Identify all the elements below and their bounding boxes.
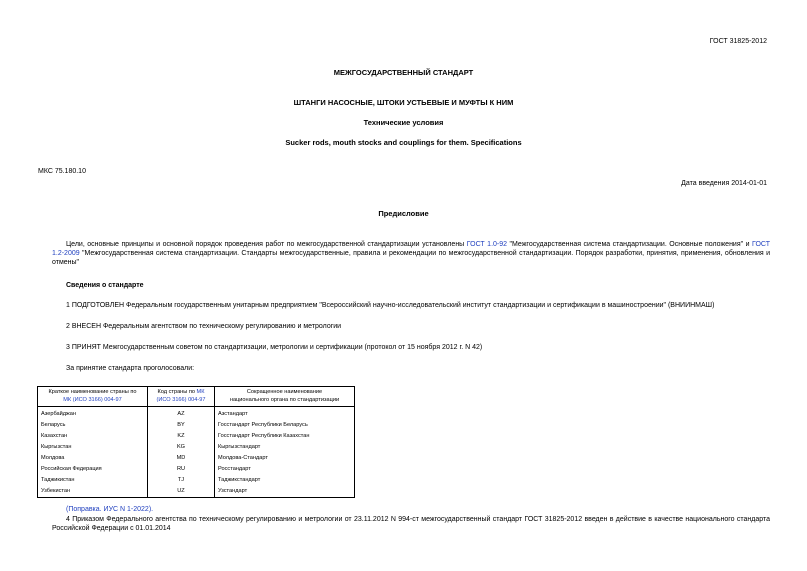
- country-code: AZ: [148, 407, 215, 421]
- country-name: Беларусь: [38, 420, 148, 431]
- gost-1-2-2009-link[interactable]: ГОСТ 1.2-2009: [52, 241, 770, 257]
- table-header-row: [38, 387, 355, 407]
- header-country-name: [38, 387, 148, 407]
- voting-countries-table: [37, 386, 355, 498]
- document-number: ГОСТ 31825-2012: [709, 38, 767, 45]
- header-text: национального органа по стандартизации: [229, 396, 340, 403]
- country-code: KZ: [148, 431, 215, 442]
- paragraph-text: "Межгосударственная система стандартизации. Стандарты межгосударственные, правила и рекомендации по межгосударственной стандартизации. Порядок разработки, принятия, применения, обновления и отмены": [52, 250, 770, 266]
- standards-body: Госстандарт Республики Казахстан: [215, 431, 355, 442]
- country-code: MD: [148, 453, 215, 464]
- country-name: Узбекистан: [38, 486, 148, 498]
- country-code: TJ: [148, 475, 215, 486]
- table-row: [38, 442, 355, 453]
- standard-info-heading: Сведения о стандарте: [66, 282, 144, 289]
- document-title: ШТАНГИ НАСОСНЫЕ, ШТОКИ УСТЬЕВЫЕ И МУФТЫ К НИМ: [293, 98, 514, 107]
- table-row: [38, 464, 355, 475]
- amendment-link[interactable]: (Поправка. ИУС N 1-2022).: [66, 506, 154, 513]
- header-country-code: [148, 387, 215, 407]
- info-item-2: 2 ВНЕСЕН Федеральным агентством по техническому регулированию и метрологии: [66, 323, 342, 330]
- foreword-heading: Предисловие: [378, 209, 429, 218]
- table-row: [38, 475, 355, 486]
- header-text: Код страны по: [157, 389, 197, 395]
- country-code: RU: [148, 464, 215, 475]
- country-name: Российская Федерация: [38, 464, 148, 475]
- info-item-3: 3 ПРИНЯТ Межгосударственным советом по стандартизации, метрологии и сертификации (протокол от 15 ноября 2012 г. N 42): [66, 344, 483, 351]
- paragraph-text: Цели, основные принципы и основной порядок проведения работ по межгосударственной стандартизации установлены: [66, 241, 467, 248]
- table-row: [38, 453, 355, 464]
- english-title: Sucker rods, mouth stocks and couplings for them. Specifications: [285, 138, 522, 147]
- header-text: Краткое наименование страны по: [48, 389, 137, 395]
- table-row: [38, 420, 355, 431]
- country-name: Азербайджан: [38, 407, 148, 421]
- country-name: Казахстан: [38, 431, 148, 442]
- mks-code: МКС 75.180.10: [38, 168, 86, 175]
- intro-date: Дата введения 2014-01-01: [681, 180, 767, 187]
- info-item-1: 1 ПОДГОТОВЛЕН Федеральным государственным унитарным предприятием "Всероссийский научно-исследовательский институт стандартизации и сертификации в машиностроении" (ВНИИНМАШ): [66, 302, 715, 309]
- standards-body: Госстандарт Республики Беларусь: [215, 420, 355, 431]
- standards-body: Росстандарт: [215, 464, 355, 475]
- header-text: Сокращенное наименование: [246, 389, 323, 395]
- voted-intro: За принятие стандарта проголосовали:: [66, 365, 195, 372]
- standards-body: Узстандарт: [215, 486, 355, 498]
- table-row: [38, 431, 355, 442]
- header-standards-body: [215, 387, 355, 407]
- document-subtitle: Технические условия: [363, 118, 444, 127]
- gost-1-0-92-link[interactable]: ГОСТ 1.0-92: [466, 241, 508, 248]
- standards-body: Кыргызстандарт: [215, 442, 355, 453]
- standards-body: Азстандарт: [215, 407, 355, 421]
- standard-type-heading: МЕЖГОСУДАРСТВЕННЫЙ СТАНДАРТ: [333, 68, 474, 77]
- iso-3166-link[interactable]: (ИСО 3166) 004-97: [156, 396, 206, 403]
- table-row: [38, 407, 355, 421]
- country-code: UZ: [148, 486, 215, 498]
- mk-link[interactable]: МК: [196, 389, 205, 395]
- standards-body: Молдова-Стандарт: [215, 453, 355, 464]
- country-code: BY: [148, 420, 215, 431]
- info-item-4: 4 Приказом Федерального агентства по техническому регулированию и метрологии от 23.11.2012 N 994-ст межгосударственный стандарт ГОСТ 31825-2012 введен в действие в качестве национального стандарта Российской Федерации с 01.01.2014: [52, 516, 770, 532]
- standards-body: Таджикстандарт: [215, 475, 355, 486]
- country-name: Кыргызстан: [38, 442, 148, 453]
- country-code: KG: [148, 442, 215, 453]
- country-name: Молдова: [38, 453, 148, 464]
- country-name: Таджикистан: [38, 475, 148, 486]
- foreword-paragraph-1: [52, 240, 770, 267]
- mk-iso-3166-link[interactable]: МК (ИСО 3166) 004-97: [63, 396, 122, 403]
- paragraph-text: "Межгосударственная система стандартизации. Основные положения" и: [507, 241, 753, 248]
- table-row: [38, 486, 355, 498]
